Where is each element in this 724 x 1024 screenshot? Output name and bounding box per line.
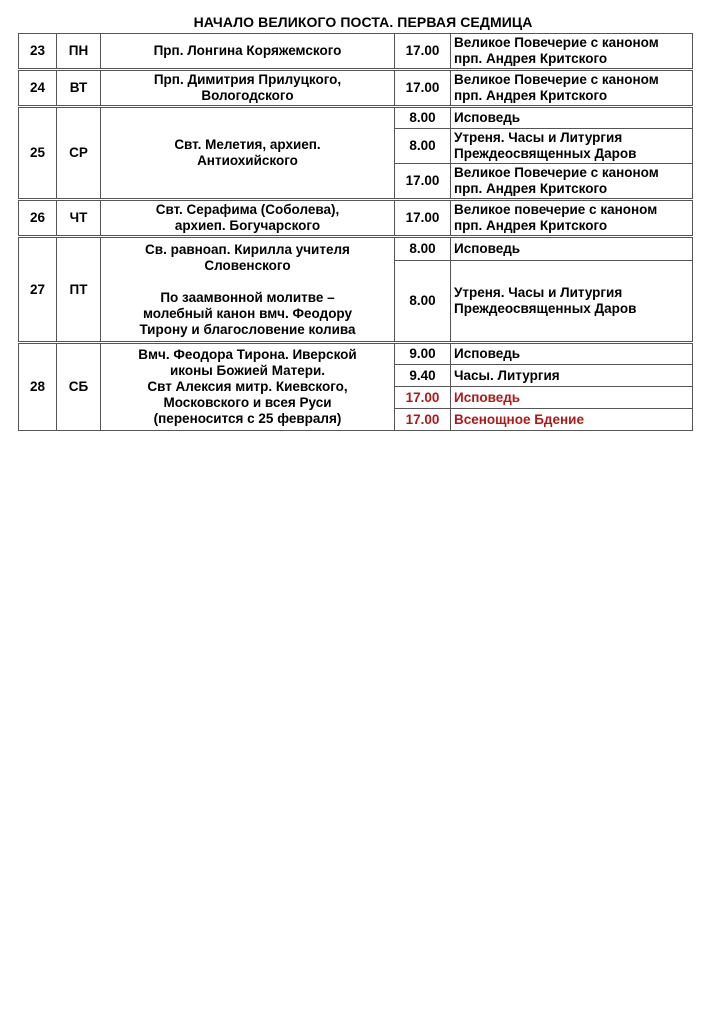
day-number: 24	[19, 70, 57, 107]
day-of-week: ПТ	[57, 237, 101, 343]
table-row	[19, 107, 693, 129]
service-time: 9.40	[395, 365, 451, 387]
service-time-highlight: 17.00	[395, 387, 451, 409]
schedule-table	[18, 33, 693, 431]
saint-line: молебный канон вмч. Феодору	[142, 305, 353, 321]
saint-line: Св. равноап. Кирилла учителя	[145, 241, 350, 257]
day-group	[19, 343, 693, 431]
service-line: прп. Андрея Критского	[454, 181, 608, 196]
day-group	[19, 237, 693, 343]
service-line: Утреня. Часы и Литургия	[454, 130, 623, 145]
service-time: 8.00	[395, 107, 451, 129]
table-row	[19, 200, 693, 237]
saint-line: Вологодского	[201, 88, 294, 103]
saint-line: Прп. Димитрия Прилуцкого,	[153, 72, 342, 87]
saint-line: Вмч. Феодора Тирона. Иверской	[138, 347, 357, 362]
day-group	[19, 34, 693, 70]
day-group	[19, 200, 693, 237]
saint-line: Прп. Лонгина Коряжемского	[153, 43, 342, 58]
service-name	[451, 261, 693, 343]
service-name-highlight	[451, 387, 693, 409]
service-time-highlight: 17.00	[395, 409, 451, 431]
service-name	[451, 365, 693, 387]
saint-line: Антиохийского	[197, 153, 298, 168]
service-name-highlight	[451, 409, 693, 431]
service-line: прп. Андрея Критского	[454, 51, 608, 66]
saint-line: (переносится с 25 февраля)	[153, 411, 342, 426]
saint-line: Тирону и благословение колива	[139, 321, 356, 337]
service-time: 8.00	[395, 261, 451, 343]
saint-description	[101, 70, 395, 107]
service-name	[451, 237, 693, 261]
day-of-week: СР	[57, 107, 101, 200]
service-line: Исповедь	[454, 241, 521, 256]
service-line: прп. Андрея Критского	[454, 218, 608, 233]
service-line: Великое Повечерие с каноном	[454, 72, 659, 87]
service-line: Исповедь	[454, 389, 521, 405]
day-number: 26	[19, 200, 57, 237]
service-time: 17.00	[395, 164, 451, 200]
service-name	[451, 34, 693, 70]
service-name	[451, 200, 693, 237]
service-line: Великое повечерие с каноном	[454, 202, 658, 217]
table-row	[19, 70, 693, 107]
service-name	[451, 343, 693, 365]
spacer	[104, 274, 391, 290]
service-line: Часы. Литургия	[454, 367, 560, 383]
saint-description	[101, 200, 395, 237]
saint-line: Словенского	[204, 257, 291, 273]
day-of-week: ПН	[57, 34, 101, 70]
saint-line: По заамвонной молитве –	[160, 289, 335, 305]
service-name	[451, 164, 693, 200]
service-name	[451, 70, 693, 107]
day-number: 25	[19, 107, 57, 200]
saint-line: иконы Божией Матери.	[169, 363, 326, 378]
table-row	[19, 34, 693, 70]
service-time: 9.00	[395, 343, 451, 365]
saint-description	[101, 237, 395, 343]
day-group	[19, 70, 693, 107]
day-of-week: ВТ	[57, 70, 101, 107]
service-name	[451, 107, 693, 129]
day-of-week: ЧТ	[57, 200, 101, 237]
saint-description	[101, 343, 395, 431]
saint-line: Свт. Мелетия, архиеп.	[174, 137, 321, 152]
service-line: Преждеосвященных Даров	[454, 146, 637, 161]
saint-line: Свт. Серафима (Соболева),	[155, 202, 340, 217]
saint-line: Московского и всея Руси	[163, 395, 332, 410]
service-line: Великое Повечерие с каноном	[454, 165, 659, 180]
day-of-week: СБ	[57, 343, 101, 431]
service-line: Утреня. Часы и Литургия	[454, 285, 623, 300]
day-number: 23	[19, 34, 57, 70]
service-time: 17.00	[395, 34, 451, 70]
service-line: Исповедь	[454, 110, 521, 125]
day-number: 27	[19, 237, 57, 343]
saint-line: Свт Алексия митр. Киевского,	[147, 379, 348, 394]
saint-description	[101, 107, 395, 200]
service-time: 17.00	[395, 200, 451, 237]
saint-description	[101, 34, 395, 70]
service-line: Всенощное Бдение	[454, 411, 584, 427]
service-line: Исповедь	[454, 346, 521, 361]
service-name	[451, 129, 693, 164]
day-number: 28	[19, 343, 57, 431]
table-row	[19, 343, 693, 365]
service-time: 8.00	[395, 129, 451, 164]
service-time: 8.00	[395, 237, 451, 261]
service-line: Преждеосвященных Даров	[454, 301, 637, 316]
saint-line: архиеп. Богучарского	[174, 218, 321, 233]
page-title: НАЧАЛО ВЕЛИКОГО ПОСТА. ПЕРВАЯ СЕДМИЦА	[193, 14, 533, 30]
day-group	[19, 107, 693, 200]
service-line: Великое Повечерие с каноном	[454, 35, 659, 50]
service-time: 17.00	[395, 70, 451, 107]
service-line: прп. Андрея Критского	[454, 88, 608, 103]
table-row	[19, 237, 693, 261]
